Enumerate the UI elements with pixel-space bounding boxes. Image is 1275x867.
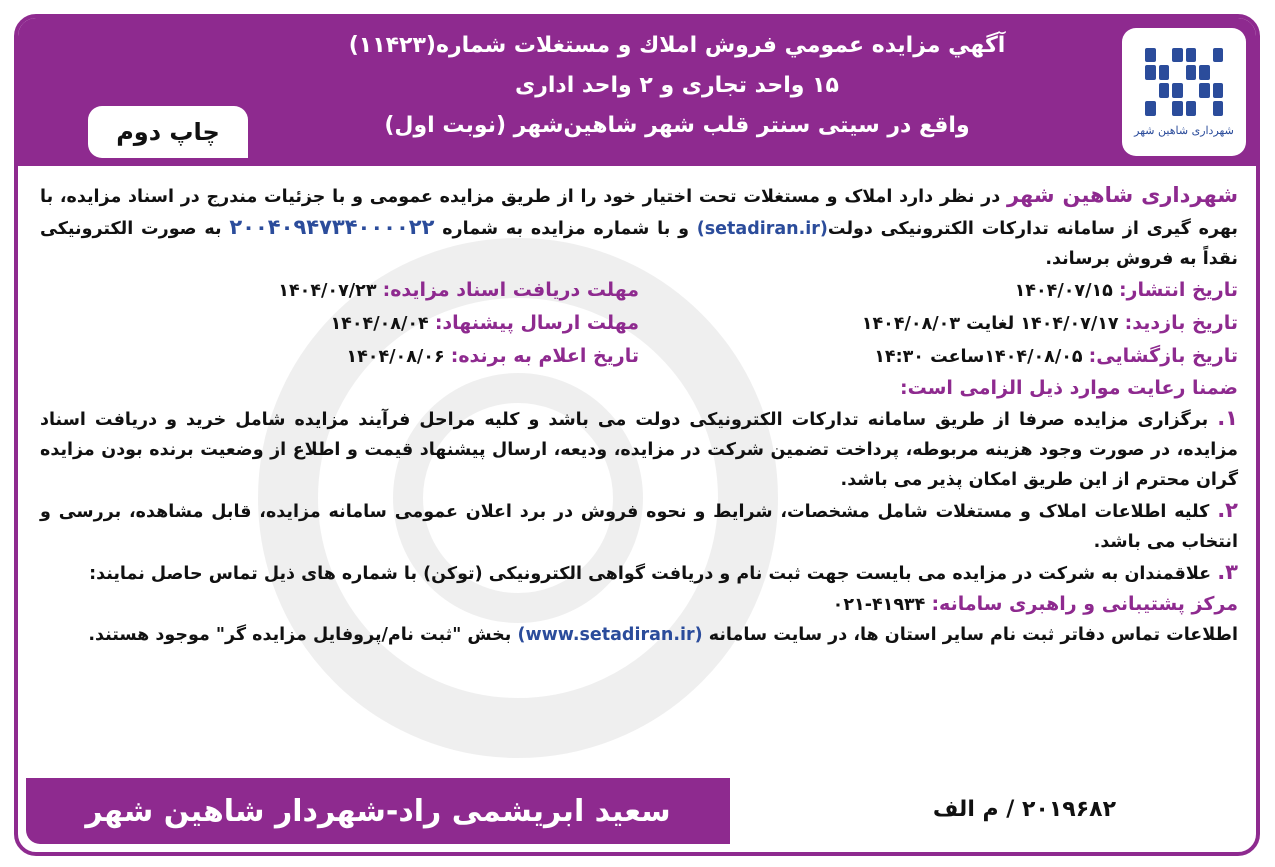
dates-row-3 — [40, 340, 1238, 373]
intro-text-3: به صورت الکترونیکی نقداً به فروش برساند. — [40, 219, 1238, 269]
title-line-1: آگهي مزايده عمومي فروش املاك و مستغلات شماره(۱۱۴۲۳) — [348, 33, 1006, 58]
signature-bar: سعید ابریشمی راد-شهردار شاهین شهر — [26, 778, 730, 844]
advertisement-frame — [14, 14, 1260, 856]
opening-date: تاریخ بازگشایی: ۱۴۰۴/۰۸/۰۵ساعت ۱۴:۳۰ — [874, 345, 1238, 367]
requirements-heading: ضمنا رعایت موارد ذیل الزامی است: — [900, 377, 1238, 399]
intro-text-1: در نظر دارد املاک و مستغلات تحت اختیار خود را از طریق مزایده عمومی و با جزئیات مندرج در اسناد مزایده، با بهره گیری از سامانه تدارکات الکترونیکی دولت — [40, 187, 1238, 239]
note-1: ۱. برگزاری مزایده صرفا از طریق سامانه تدارکات الکترونیکی دولت می باشد و کلیه مراحل فرآیند مزایده شامل خرید و دریافت اسناد مزایده، در صورت وجود هزینه مربوطه، پرداخت تضمین شرکت در مزایده، ودیعه، ارسال پیشنهاد قیمت و اطلاع از وضعیت برنده بودن مزایده گران محترم از این طریق امکان پذیر می باشد. — [40, 406, 1238, 490]
dates-row-2 — [40, 307, 1238, 340]
title-line-3: واقع در سیتی سنتر قلب شهر شاهین‌شهر (نوبت اول) — [384, 113, 970, 138]
logo-mark-icon — [1145, 48, 1223, 116]
note-2: ۲. کلیه اطلاعات املاک و مستغلات شامل مشخصات، شرایط و نحوه فروش در برد اعلان عمومی سامانه مزایده، قابل مشاهده، بررسی و انتخاب می باشد. — [40, 498, 1238, 552]
intro-paragraph — [40, 180, 1238, 274]
org-name: شهرداری شاهین شهر — [1006, 183, 1238, 207]
visit-date: تاریخ بازدید: ۱۴۰۴/۰۷/۱۷ لغایت ۱۴۰۴/۰۸/۰۳ — [861, 312, 1238, 334]
setad-www-link[interactable]: (www.setadiran.ir) — [517, 625, 703, 645]
print-edition-badge: چاپ دوم — [88, 106, 248, 158]
header-band — [18, 18, 1256, 166]
offer-deadline: مهلت ارسال پیشنهاد: ۱۴۰۴/۰۸/۰۴ — [330, 312, 639, 334]
publication-code: ۲۰۱۹۶۸۲ / م الف — [932, 797, 1116, 822]
municipality-logo — [1122, 28, 1246, 156]
title-block — [248, 26, 1106, 146]
intro-text-2: و با شماره مزایده به شماره — [434, 219, 697, 239]
note-3: ۳. علاقمندان به شرکت در مزایده می بایست جهت ثبت نام و دریافت گواهی الکترونیکی (توکن) با شماره های ذیل تماس حاصل نمایند: — [89, 560, 1238, 584]
publish-date: تاریخ انتشار: ۱۴۰۴/۰۷/۱۵ — [1014, 279, 1238, 301]
dates-row-1 — [40, 274, 1238, 307]
auction-number: ۲۰۰۴۰۹۴۷۳۴۰۰۰۰۲۲ — [229, 215, 435, 239]
winner-announce-date: تاریخ اعلام به برنده: ۱۴۰۴/۰۸/۰۶ — [346, 345, 639, 367]
setad-site-link[interactable]: (setadiran.ir) — [696, 219, 828, 239]
logo-caption: شهرداری شاهین شهر — [1134, 123, 1234, 137]
support-center: مرکز پشتیبانی و راهبری سامانه: ۴۱۹۳۴-۰۲۱ — [832, 593, 1238, 615]
notice-body — [40, 180, 1238, 650]
docs-deadline: مهلت دریافت اسناد مزایده: ۱۴۰۴/۰۷/۲۳ — [278, 279, 639, 301]
contact-paragraph: اطلاعات تماس دفاتر ثبت نام سایر استان ها، در سایت سامانه (www.setadiran.ir) بخش "ثبت نام/پروفایل مزایده گر" موجود هستند. — [88, 625, 1238, 645]
title-line-2: ۱۵ واحد تجاری و ۲ واحد اداری — [515, 73, 839, 98]
